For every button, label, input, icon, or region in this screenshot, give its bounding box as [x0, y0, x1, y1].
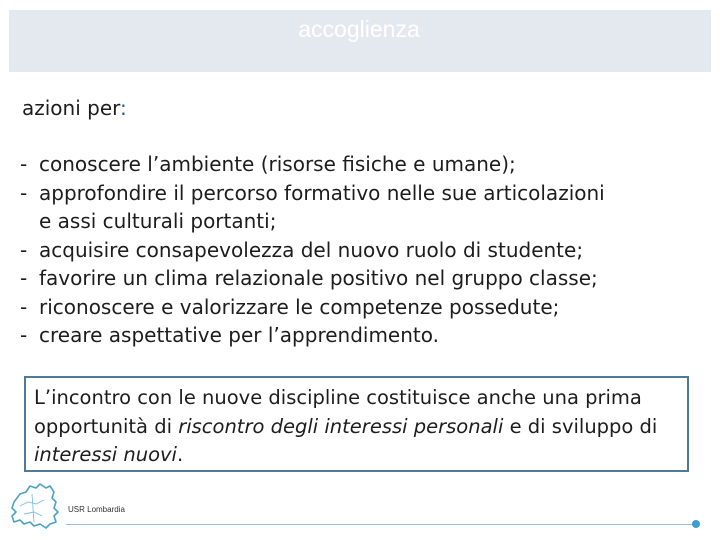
list-item	[20, 264, 710, 293]
list-item-text: acquisire consapevolezza del nuovo ruolo di studente;	[39, 237, 584, 262]
footer-dot	[692, 520, 700, 528]
list-item-text: creare aspettative per l’apprendimento.	[39, 323, 439, 347]
lombardy-region-map-icon	[6, 482, 62, 530]
list-item-text: favorire un clima relazionale positivo nel gruppo classe;	[39, 266, 598, 290]
callout-italic-1: riscontro degli interessi personali	[178, 414, 504, 438]
actions-list	[20, 150, 710, 350]
bullet-dash: -	[20, 180, 28, 205]
bullet-dash	[20, 207, 39, 236]
bullet-dash: -	[20, 323, 28, 347]
bullet-dash: -	[20, 237, 28, 262]
bullet-dash: -	[20, 152, 28, 176]
list-item	[20, 236, 710, 265]
list-item-text: e assi culturali portanti;	[39, 209, 277, 233]
list-item-text: approfondire il percorso formativo nelle sue articolazioni	[39, 180, 605, 205]
list-item	[20, 293, 710, 322]
bullet-dash: -	[20, 266, 28, 290]
callout-box	[24, 376, 689, 472]
list-item-text: riconoscere e valorizzare le competenze possedute;	[39, 294, 560, 319]
list-item-continuation	[20, 207, 710, 236]
section-heading-colon: :	[120, 96, 127, 120]
slide-title: accoglienza	[298, 15, 420, 42]
list-item	[20, 321, 710, 350]
callout-italic-2: interessi nuovi	[34, 443, 177, 466]
list-item	[20, 179, 710, 208]
section-heading	[22, 96, 127, 120]
callout-text-3: .	[176, 443, 184, 466]
callout-text-1: L’incontro con le nuove discipline costituisce anche una prima opportunità di	[34, 386, 642, 438]
footer-organization: USR Lombardia	[68, 505, 125, 514]
callout-text-2: e di sviluppo di	[503, 414, 658, 438]
list-item	[20, 150, 710, 179]
bullet-dash: -	[20, 294, 28, 319]
list-item-text: conoscere l’ambiente (risorse fisiche e umane);	[39, 152, 516, 176]
title-bar	[9, 10, 711, 72]
section-heading-text: azioni per	[22, 96, 121, 120]
footer-divider	[66, 524, 696, 525]
